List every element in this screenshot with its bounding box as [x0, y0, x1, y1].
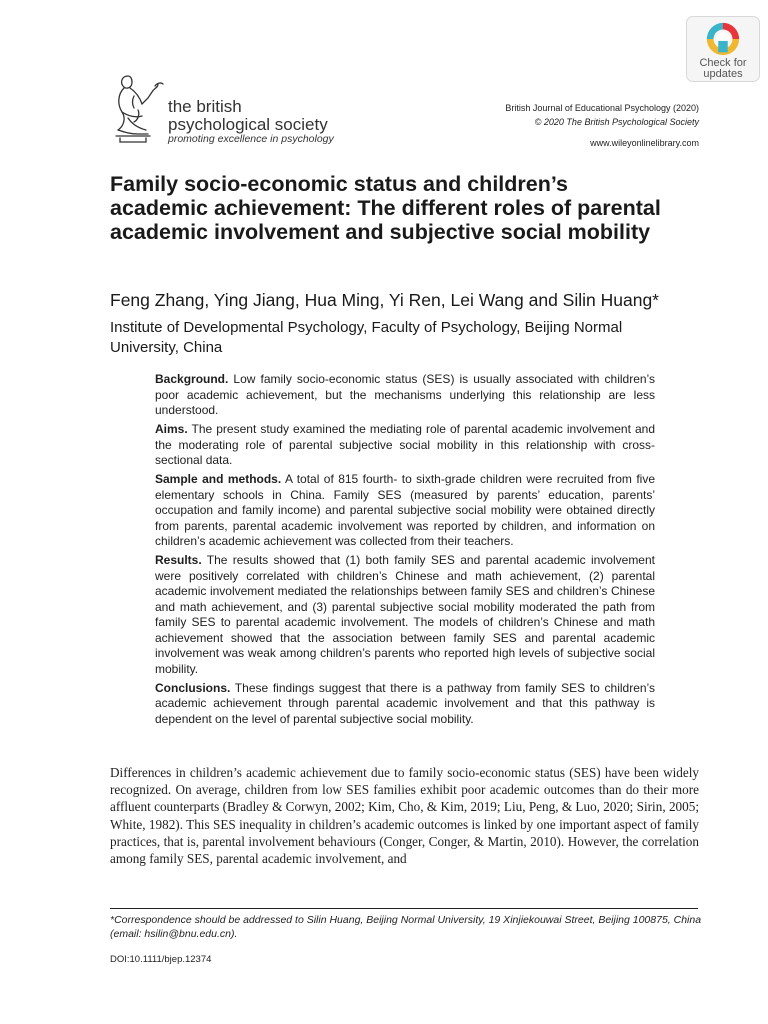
abstract-results-text: The results showed that (1) both family SES and parental academic involvement were positively correlated with children’s Chinese and math achievement, (2) parental academic involvement mediated the relationships between family SES and children’s Chinese and math achievement, and (3) parental subjective social mobility moderated the path from family SES to parental academic involvement. The models of children’s Chinese and math achievement showed that the association between family SES and parental academic involvement was weak among children’s parents who reported high levels of subjective social mobility.: [155, 553, 655, 676]
correspondence-footnote: *Correspondence should be addressed to Silin Huang, Beijing Normal University, 19 Xinjiekouwai Street, Beijing 100875, China (email: hsilin@bnu.edu.cn).: [110, 914, 702, 940]
abstract-background: [155, 372, 655, 419]
paper-affiliation: Institute of Developmental Psychology, Faculty of Psychology, Beijing Normal University, China: [110, 319, 623, 356]
abstract-results: [155, 553, 655, 677]
check-for-updates-badge[interactable]: [686, 16, 760, 82]
abstract-background-text: Low family socio-economic status (SES) is usually associated with children’s poor academic achievement, but the mechanisms underlying this relationship are less understood.: [155, 372, 655, 417]
logo-wordmark: [168, 98, 328, 134]
body-text: [110, 764, 699, 867]
abstract-methods-label: Sample and methods.: [155, 472, 282, 486]
abstract-conclusions-text: These findings suggest that there is a pathway from family SES to children’s academic achievement through parental academic involvement and that this pathway is dependent on the level of parental subjective social mobility.: [155, 680, 655, 726]
abstract: [155, 372, 655, 731]
journal-copyright: © 2020 The British Psychological Society: [534, 117, 699, 127]
abstract-methods-text: A total of 815 fourth- to sixth-grade children were recruited from five elementary schools in China. Family SES (measured by parents’ education, parents’ occupation and family income) and parental subjective social mobility were obtained directly from parents, parental academic involvement was reported by children, and information on children’s academic achievement was collected from their teachers.: [155, 472, 655, 548]
logo-tagline: promoting excellence in psychology: [168, 133, 334, 145]
abstract-aims-label: Aims.: [155, 422, 188, 436]
journal-url[interactable]: www.wileyonlinelibrary.com: [590, 138, 699, 148]
logo-name-line-1: the british: [168, 97, 242, 116]
abstract-conclusions: [155, 681, 655, 728]
paper-title: Family socio-economic status and children’s academic achievement: The different roles of parental academic involvement and subjective social mobility: [110, 172, 661, 244]
abstract-conclusions-label: Conclusions.: [155, 680, 231, 695]
abstract-aims: [155, 422, 655, 469]
journal-name: British Journal of Educational Psychology (2020): [505, 103, 699, 113]
badge-line-2: updates: [703, 68, 743, 80]
abstract-aims-text: The present study examined the mediating role of parental academic involvement and the moderating role of parental subjective social mobility in this relationship with cross-sectional data.: [155, 422, 655, 467]
bps-logo-figure-icon: [108, 70, 166, 146]
body-paragraph: Differences in children’s academic achievement due to family socio-economic status (SES) have been widely recognized. On average, children from low SES families exhibit poor academic outcomes than do their more affluent counterparts (Bradley & Corwyn, 2002; Kim, Cho, & Kim, 2019; Liu, Peng, & Luo, 2020; Sirin, 2005; White, 1982). This SES inequality in children’s academic outcomes is linked by one important aspect of family practices, that is, parental involvement behaviours (Conger, Conger, & Martin, 2010). However, the correlation among family SES, parental academic involvement, and: [110, 765, 699, 867]
footnote-divider: [110, 908, 698, 909]
paper-authors: Feng Zhang, Ying Jiang, Hua Ming, Yi Ren, Lei Wang and Silin Huang*: [110, 290, 659, 310]
abstract-background-label: Background.: [155, 372, 229, 386]
doi[interactable]: DOI:10.1111/bjep.12374: [110, 954, 212, 965]
logo-name-line-2: psychological society: [168, 115, 328, 134]
crossmark-icon: [704, 20, 742, 58]
abstract-results-label: Results.: [155, 553, 202, 567]
badge-line-1: Check for: [699, 57, 747, 69]
abstract-methods: [155, 472, 655, 550]
